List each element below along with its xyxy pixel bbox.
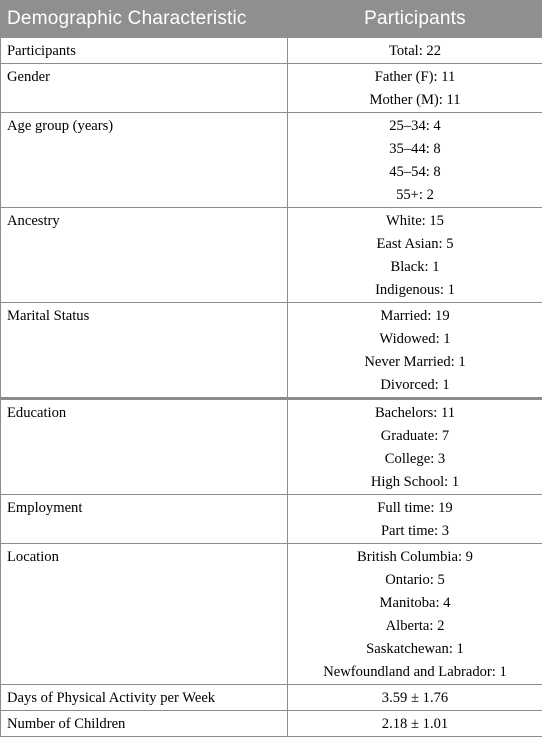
table-row (1, 208, 542, 303)
header-characteristic: Demographic Characteristic (1, 1, 288, 38)
row-label: Ancestry (1, 208, 288, 303)
row-value: Newfoundland and Labrador: 1 (288, 661, 542, 684)
row-value: 35–44: 8 (288, 138, 542, 161)
row-label: Location (1, 544, 288, 685)
row-value: Indigenous: 1 (288, 279, 542, 302)
row-value: Saskatchewan: 1 (288, 638, 542, 661)
row-label: Education (1, 399, 288, 495)
row-label: Gender (1, 64, 288, 113)
row-value: British Columbia: 9 (288, 546, 542, 569)
table-row (1, 685, 542, 711)
row-value: College: 3 (288, 448, 542, 471)
row-value: White: 15 (288, 210, 542, 233)
row-values (288, 208, 542, 303)
row-value: 55+: 2 (288, 184, 542, 207)
row-label: Number of Children (1, 711, 288, 737)
row-value: Divorced: 1 (288, 374, 542, 397)
row-values (288, 495, 542, 544)
row-value: Graduate: 7 (288, 425, 542, 448)
row-values (288, 685, 542, 711)
row-label: Participants (1, 38, 288, 64)
row-value: Never Married: 1 (288, 351, 542, 374)
table-row (1, 303, 542, 399)
row-values (288, 64, 542, 113)
row-label: Marital Status (1, 303, 288, 399)
row-value: East Asian: 5 (288, 233, 542, 256)
row-value: Mother (M): 11 (288, 89, 542, 112)
row-label: Age group (years) (1, 113, 288, 208)
row-value: 45–54: 8 (288, 161, 542, 184)
row-values (288, 711, 542, 737)
row-value: Ontario: 5 (288, 569, 542, 592)
table-row (1, 711, 542, 737)
row-value: 3.59 ± 1.76 (288, 687, 542, 710)
row-values (288, 303, 542, 399)
row-label: Employment (1, 495, 288, 544)
row-values (288, 113, 542, 208)
row-value: Married: 19 (288, 305, 542, 328)
table-row (1, 544, 542, 685)
row-value: Alberta: 2 (288, 615, 542, 638)
table-row (1, 64, 542, 113)
row-values (288, 38, 542, 64)
row-value: 25–34: 4 (288, 115, 542, 138)
row-label: Days of Physical Activity per Week (1, 685, 288, 711)
row-value: Full time: 19 (288, 497, 542, 520)
table-row (1, 495, 542, 544)
table-row (1, 113, 542, 208)
row-value: Father (F): 11 (288, 66, 542, 89)
row-value: High School: 1 (288, 471, 542, 494)
row-values (288, 399, 542, 495)
row-value: Part time: 3 (288, 520, 542, 543)
row-values (288, 544, 542, 685)
row-value: Black: 1 (288, 256, 542, 279)
row-value: 2.18 ± 1.01 (288, 713, 542, 736)
header-participants: Participants (288, 1, 542, 38)
row-value: Manitoba: 4 (288, 592, 542, 615)
row-value: Widowed: 1 (288, 328, 542, 351)
table-row (1, 38, 542, 64)
row-value: Total: 22 (288, 40, 542, 63)
row-value: Bachelors: 11 (288, 402, 542, 425)
table-row (1, 399, 542, 495)
header-row (1, 1, 542, 38)
